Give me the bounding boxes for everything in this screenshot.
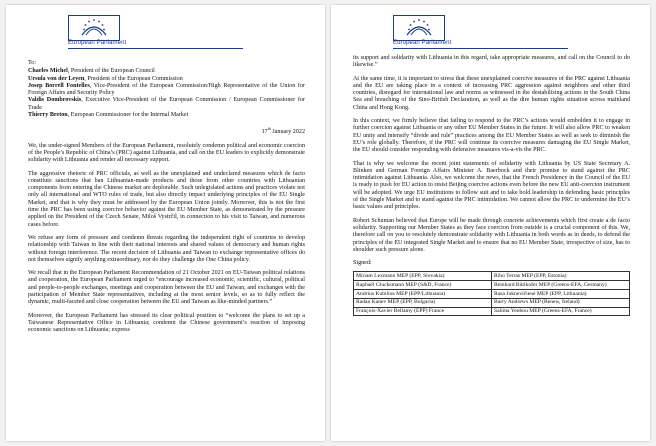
signatory-cell: Barry Andrews MEP (Renew, Ireland)	[492, 298, 630, 307]
signatory-cell: Miriam Lexmann MEP (EPP, Slovakia)	[354, 272, 492, 281]
table-row	[354, 289, 630, 298]
recipient: Thierry Breton, European Commissioner for the Internal Market	[28, 112, 189, 119]
letter-body-page-1	[28, 60, 305, 341]
table-row	[354, 307, 630, 316]
signatories-table	[353, 271, 630, 316]
document-page-2	[331, 5, 650, 441]
signatory-cell: Riho Terras MEP (EPP, Estonia)	[492, 272, 630, 281]
signatory-cell: Andrius Kubilius MEP (EPP/Lithuania)	[354, 289, 492, 298]
paragraph: The aggressive rhetoric of PRC officials, as well as the unexplained and undeclared measures which de facto constitute sanctions that ban Lithuanian-made products and those from other countries with Lithuanian components from entering the Chinese market are deplorable. Such unlegislated actions and practices violate not only all international and WTO rules of trade, but also directly impact underlying principles of the EU Single Market, and that is why they must be addressed by the European Union jointly. Moreover, this is not the first time the PRC has been using coercive behavior against the EU Member State, as demonstrated by the pressure applied on the President of the Czech Senate, Miloš Vystrčil, in connection to his visit to Taiwan, and numerous cases before.	[28, 170, 305, 228]
paragraph: Moreover, the European Parliament has stressed its clear political position to “welcome the plans to set up a Taiwanese Representative Office in Lithuania; condemn the Chinese government’s reaction of imposing economic sanctions on Lithuania; express	[28, 312, 305, 334]
paragraph: We, the under-signed Members of the European Parliament, resolutely condemn political and economic coercion of the People’s Republic of China’s (PRC) against Lithuania, and call on the EU leaders to explicitly demonstrate solidarity with Lithuania and render all necessary support.	[28, 142, 305, 164]
recipient: Josep Borrell Fontelles, Vice-President of the European Commission/High Representative of the Union for Foreign Affairs and Security Policy	[28, 82, 305, 97]
signatory-cell: Radan Kanev MEP (EPP, Bulgaria)	[354, 298, 492, 307]
paragraph: At the same time, it is important to stress that these unexplained coercive measures of the PRC against Lithuania and the EU are taking place in a context of increasing PRC aggression against neighbors and other third countries, disregard for international law and norms as witnessed in the destabilising actions in the South China Sea and breaching of the Sino-British Declaration, as well as the dire human rights situation across mainland China and Hong Kong.	[353, 75, 630, 111]
letterhead-divider	[393, 48, 568, 49]
recipient: Ursula von der Leyen, President of the European Commission	[28, 75, 183, 82]
recipient-list	[28, 68, 305, 119]
table-row	[354, 272, 630, 281]
table-row	[354, 298, 630, 307]
recipient: Valdis Dombrovskis, Executive Vice-President of the European Commission / European Commissioner for Trade	[28, 97, 306, 111]
letter-body-page-2	[353, 55, 630, 316]
signatory-cell: François-Xavier Bellamy (EPP) France	[354, 307, 492, 316]
paragraph: its support and solidarity with Lithuania in this regard, take appropriate measures, and call on the Council to do likewise.”	[353, 55, 630, 69]
signatory-cell: Rasa Juknevičienė MEP (EPP, Lithuania)	[492, 289, 630, 298]
institution-name: European Parliament	[68, 40, 127, 46]
table-row	[354, 281, 630, 290]
paragraph: In this context, we firmly believe that failing to respond to the PRC’s actions would embolden it to engage in further coercion against Lithuania or any other EU Member States in the future. It will also allow PRC to weaken EU unity and intensify “divide and rule” practices among the EU Member States as well as seek to diminish the EU’s role globally. Therefore, if the PRC will continue its coercive measures damaging the EU Single Market, the EU should consider responding with defensive measures vis-a-vis the PRC.	[353, 118, 630, 154]
paragraph: We refuse any form of pressure and condemn threats regarding the independent right of countries to develop relationship with Taiwan in line with their national interests and shared values of democracy and human rights without foreign interference. The recent decision of Lithuania and Taiwan to exchange representative offices do not themselves signify anything extraordinary, nor do they challenge the One China policy.	[28, 234, 305, 263]
paragraph: We recall that in the European Parliament Recommendation of 21 October 2021 on EU-Taiwan political relations and cooperation, the European Parliament urged to “encourage increased economic, scientific, cultural, political and people-to-people exchanges, meetings and cooperation between the EU and Taiwan, and exchanges with the participation of Member State representatives, including at the most senior levels, so as to fully reflect the dynamic, multi-faceted and close cooperation between the EU and Taiwan as like-minded partners.”	[28, 270, 305, 306]
letterhead	[393, 15, 573, 55]
document-page-1	[6, 5, 325, 441]
signatory-cell: Raphaël Glucksmann MEP (S&D, France)	[354, 281, 492, 290]
letterhead	[68, 15, 248, 55]
european-parliament-logo-icon	[68, 15, 120, 41]
signed-label: Signed:	[353, 260, 372, 267]
european-parliament-logo-icon	[393, 15, 445, 41]
signatory-cell: Reinhard Bütikofer MEP (Greens-EFA, Germany)	[492, 281, 630, 290]
to-label: To:	[28, 60, 37, 66]
paragraph: Robert Schuman believed that Europe will be made through concrete achievements which first create a de facto solidarity. Supporting our Member States as they face coercion from outside is a crucial component of this. We, therefore call on you to resolutely demonstrate solidarity with Lithuania in both words as in deeds, to defend the principles of the EU integrated Single Market and to ensure that no EU Member State, irrespective of size, has to shoulder such pressure alone.	[353, 217, 630, 253]
letter-date: 17th January 2022	[261, 126, 305, 136]
recipient: Charles Michel, President of the European Council	[28, 68, 155, 75]
signatory-cell: Salima Yenbou MEP (Greens-EFA, France)	[492, 307, 630, 316]
letterhead-divider	[68, 48, 243, 49]
institution-name: European Parliament	[393, 40, 452, 46]
paragraph: That is why we welcome the recent joint statements of solidarity with Lithuania by US State Secretary A. Blinken and German Foreign Affairs Minister A. Baerbock and their promise to stand against the PRC intimidation against Lithuania. Also, we welcome the news, that the French Presidency in the Council of the EU is ready to push for EU action to resist Beijing coercive actions even before the new EU anti-coercion instrument will be adopted. We urge EU institutions to follow suit and to take bold leadership in defending basic principles of the Single Market and to stand against the PRC intimidation. We cannot allow the PRC to undermine the EU’s basic values and principles.	[353, 160, 630, 211]
